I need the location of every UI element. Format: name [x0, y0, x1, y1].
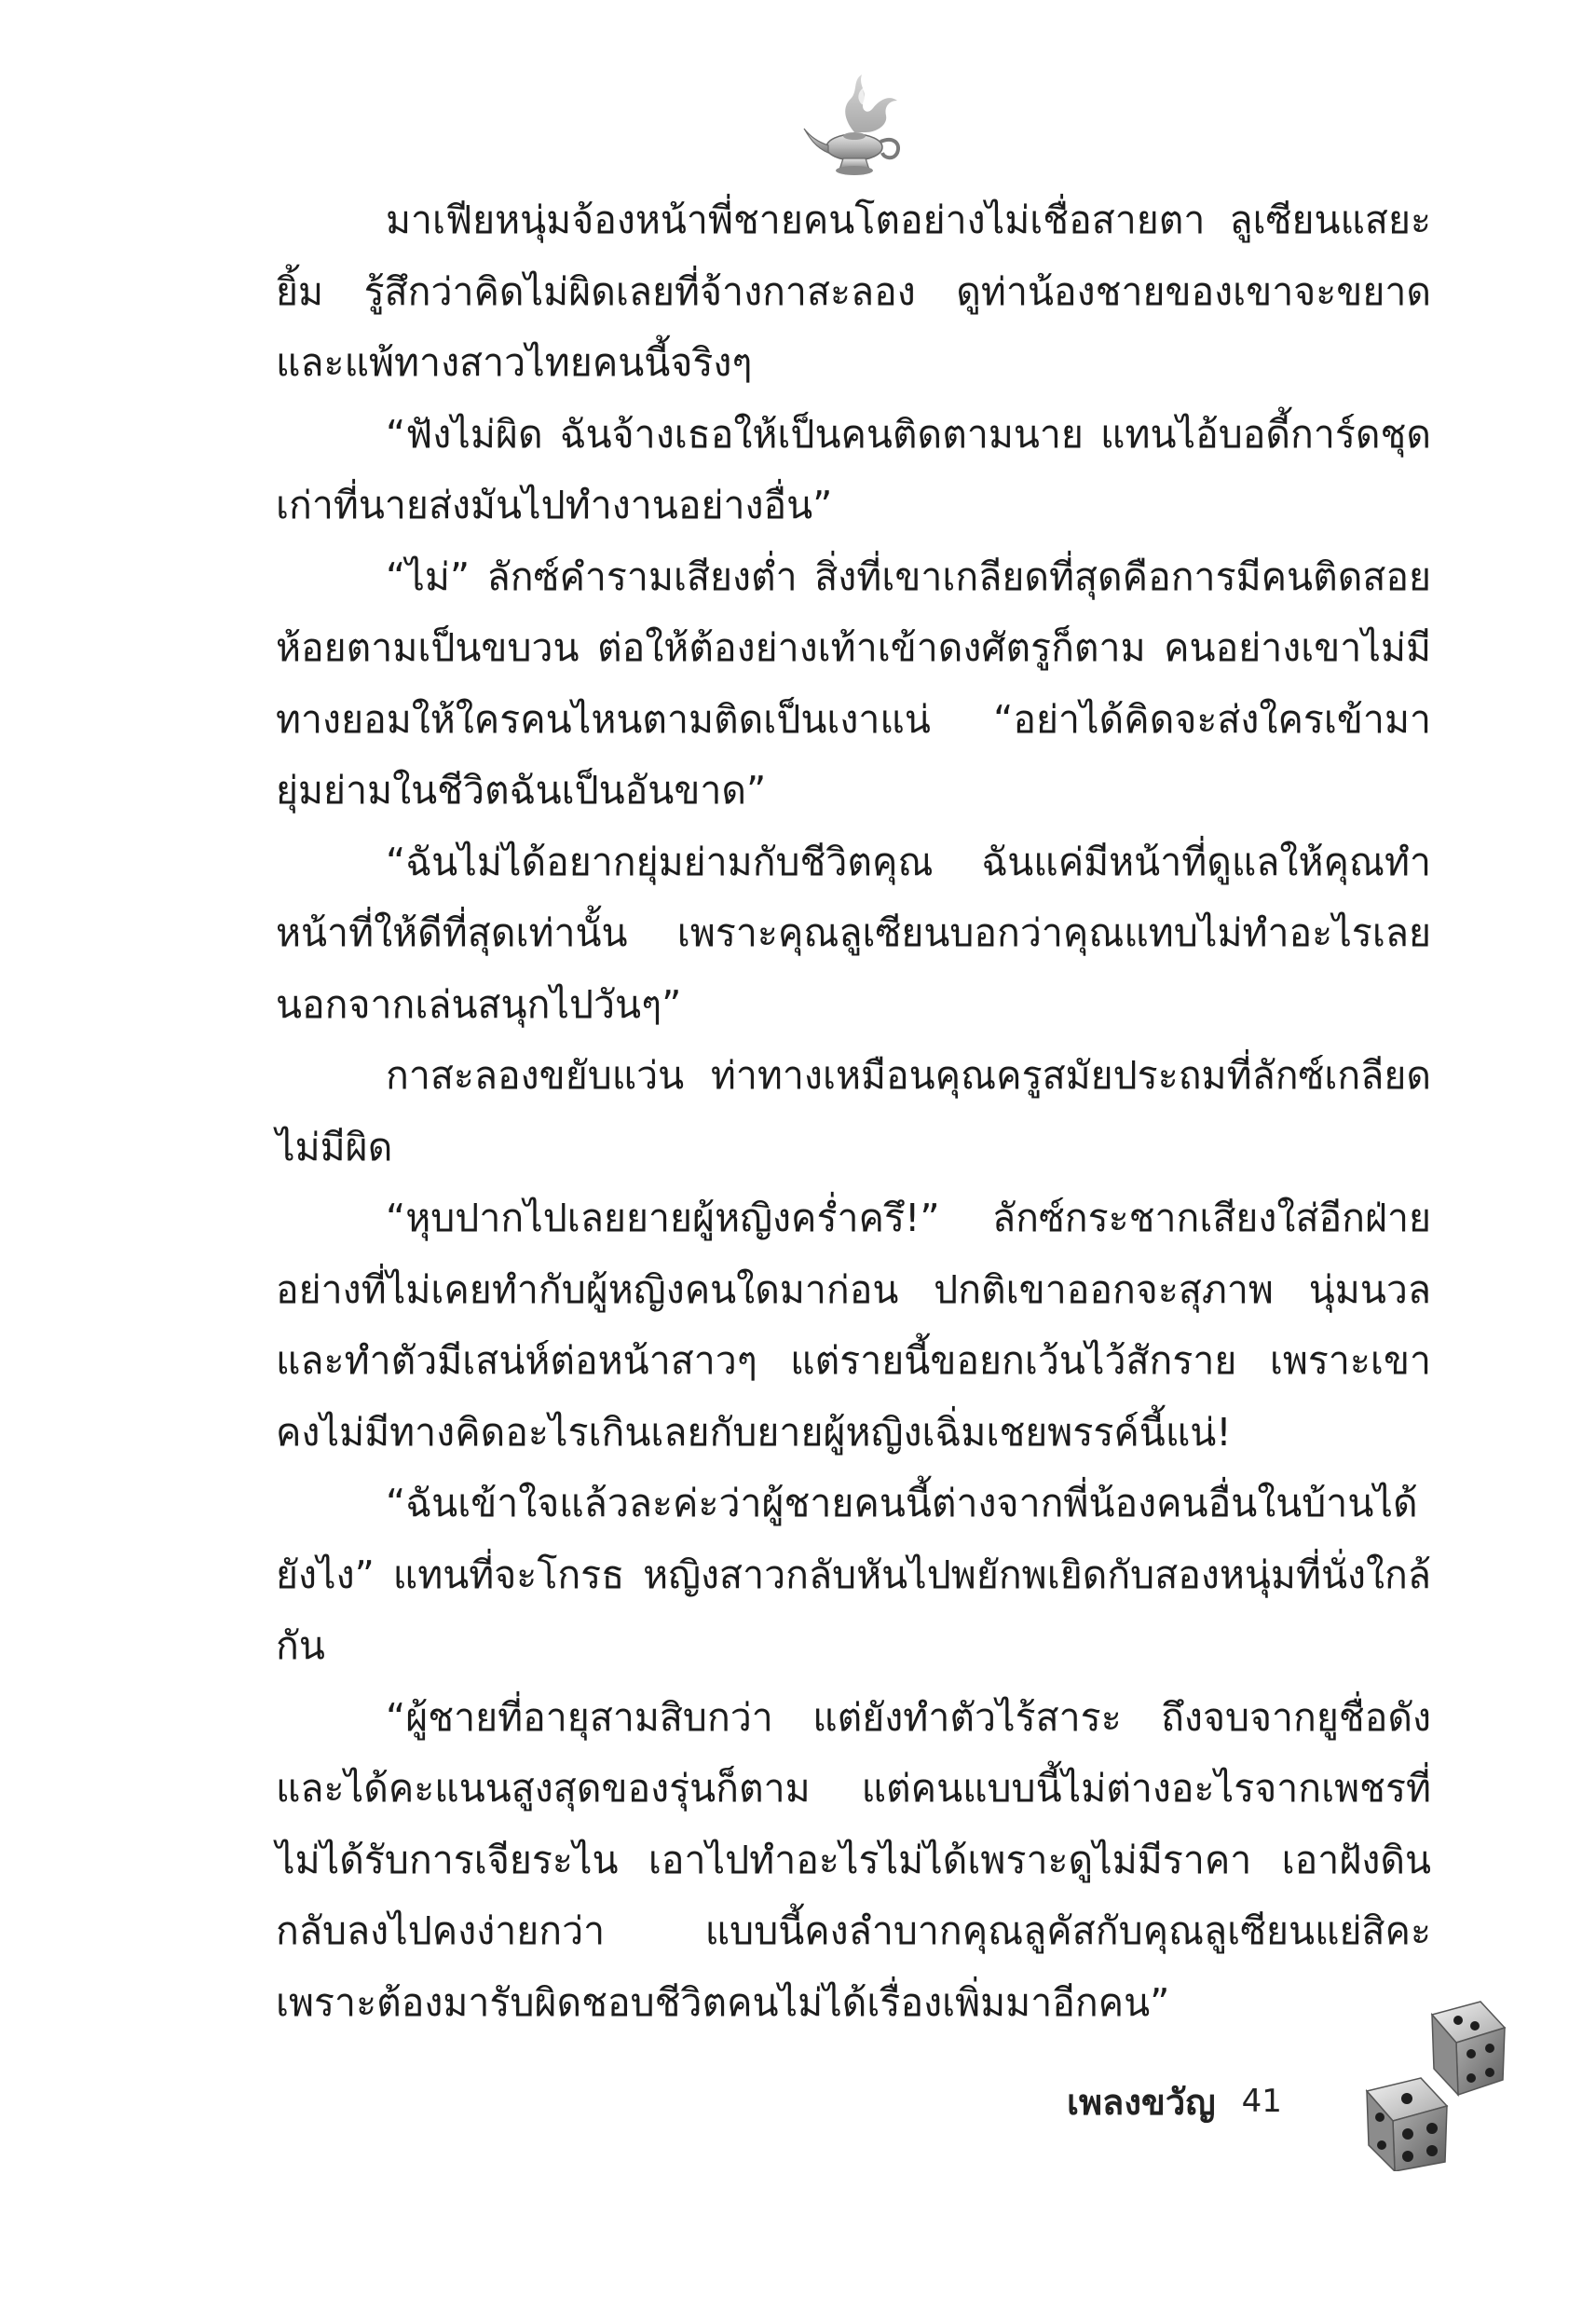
body-text	[276, 185, 1431, 2038]
book-title: เพลงขวัญ	[1067, 2081, 1216, 2123]
paragraph: กาสะลองขยับแว่น ท่าทางเหมือนคุณครูสมัยประถมที่ลักซ์เกลียดไม่มีผิด	[276, 1053, 1431, 1169]
magic-lamp-icon	[797, 67, 918, 188]
paragraph: “ไม่” ลักซ์คำรามเสียงต่ำ สิ่งที่เขาเกลียดที่สุดคือการมีคนติดสอยห้อยตามเป็นขบวน ต่อให้ต้องย่างเท้าเข้าดงศัตรูก็ตาม คนอย่างเขาไม่มีทางยอมให้ใครคนไหนตามติดเป็นเงาแน่ “อย่าได้คิดจะส่งใครเข้ามายุ่มย่ามในชีวิตฉันเป็นอันขาด”	[276, 554, 1431, 813]
dice-icon	[1356, 1994, 1514, 2171]
paragraph: “ฟังไม่ผิด ฉันจ้างเธอให้เป็นคนติดตามนาย แทนไอ้บอดี้การ์ดชุดเก่าที่นายส่งมันไปทำงานอย่างอื่น”	[276, 411, 1431, 527]
paragraph: “ผู้ชายที่อายุสามสิบกว่า แต่ยังทำตัวไร้สาระ ถึงจบจากยูชื่อดังและได้คะแนนสูงสุดของรุ่นก็ตาม แต่คนแบบนี้ไม่ต่างอะไรจากเพชรที่ไม่ได้รับการเจียระไน เอาไปทำอะไรไม่ได้เพราะดูไม่มีราคา เอาฝังดินกลับลงไปคงง่ายกว่า แบบนี้คงลำบากคุณลูคัสกับคุณลูเซียนแย่สิคะ เพราะต้องมารับผิดชอบชีวิตคนไม่ได้เรื่องเพิ่มมาอีกคน”	[276, 1694, 1431, 2025]
page-footer	[1067, 2073, 1282, 2129]
paragraph: “หุบปากไปเลยยายผู้หญิงคร่ำครึ!” ลักซ์กระชากเสียงใส่อีกฝ่ายอย่างที่ไม่เคยทำกับผู้หญิงคนใดมาก่อน ปกติเขาออกจะสุภาพ นุ่มนวลและทำตัวมีเสน่ห์ต่อหน้าสาวๆ แต่รายนี้ขอยกเว้นไว้สักราย เพราะเขาคงไม่มีทางคิดอะไรเกินเลยกับยายผู้หญิงเฉิ่มเชยพรรค์นี้แน่!	[276, 1196, 1431, 1455]
paragraph: “ฉันไม่ได้อยากยุ่มย่ามกับชีวิตคุณ ฉันแค่มีหน้าที่ดูแลให้คุณทำหน้าที่ให้ดีที่สุดเท่านั้น เพราะคุณลูเซียนบอกว่าคุณแทบไม่ทำอะไรเลยนอกจากเล่นสนุกไปวันๆ”	[276, 839, 1431, 1027]
paragraph: มาเฟียหนุ่มจ้องหน้าพี่ชายคนโตอย่างไม่เชื่อสายตา ลูเซียนแสยะยิ้ม รู้สึกว่าคิดไม่ผิดเลยที่จ้างกาสะลอง ดูท่าน้องชายของเขาจะขยาดและแพ้ทางสาวไทยคนนี้จริงๆ	[276, 198, 1431, 385]
paragraph: “ฉันเข้าใจแล้วละค่ะว่าผู้ชายคนนี้ต่างจากพี่น้องคนอื่นในบ้านได้ยังไง” แทนที่จะโกรธ หญิงสาวกลับหันไปพยักพเยิดกับสองหนุ่มที่นั่งใกล้กัน	[276, 1481, 1431, 1668]
page-number: 41	[1241, 2083, 1282, 2120]
